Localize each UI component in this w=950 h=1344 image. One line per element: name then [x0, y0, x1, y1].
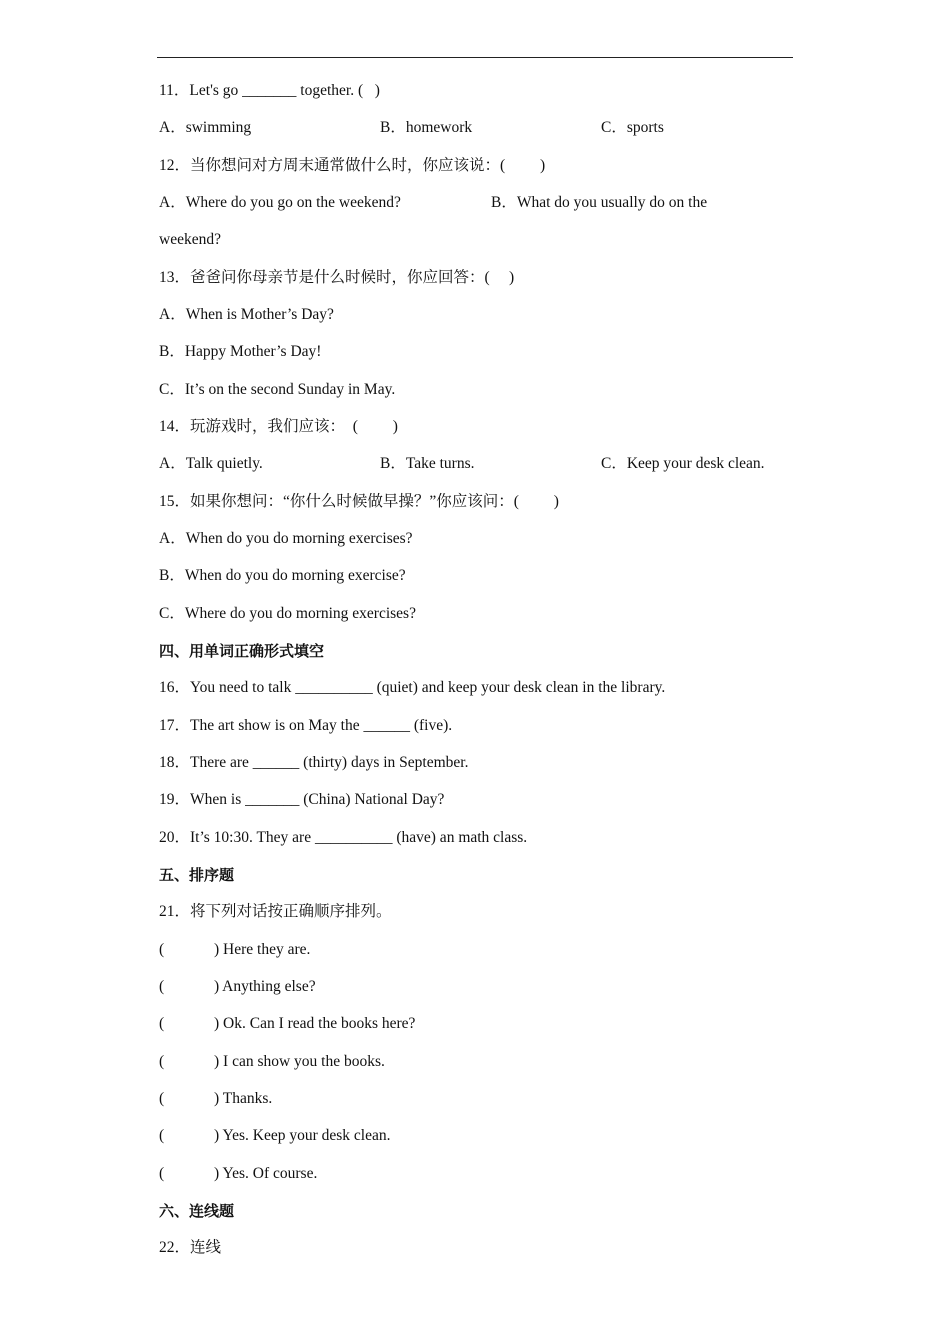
question-13-option-c: C．It’s on the second Sunday in May.	[159, 381, 396, 398]
question-13-option-a: A．When is Mother’s Day?	[159, 306, 334, 323]
question-11-option-a: A．swimming	[159, 119, 252, 136]
question-11-option-c: C．sports	[601, 119, 664, 136]
question-15-option-a: A．When do you do morning exercises?	[159, 530, 413, 547]
question-13-option-b: B．Happy Mother’s Day!	[159, 343, 322, 360]
question-14-option-b: B．Take turns.	[380, 455, 475, 472]
section-4-heading: 四、用单词正确形式填空	[159, 642, 325, 660]
question-12-stem: 12．当你想问对方周末通常做什么时，你应该说：( )	[159, 157, 546, 174]
order-item	[159, 1014, 415, 1034]
order-item-text: ) Yes. Keep your desk clean.	[214, 1127, 391, 1144]
question-17: 17．The art show is on May the ______ (five).	[159, 717, 453, 734]
order-blank-open: (	[159, 1165, 165, 1182]
question-14-option-a: A．Talk quietly.	[159, 455, 263, 472]
order-item-text: ) Anything else?	[214, 978, 316, 995]
question-15-stem: 15．如果你想问：“你什么时候做早操？”你应该问：( )	[159, 493, 559, 510]
order-item	[159, 940, 310, 960]
order-item	[159, 1126, 391, 1146]
order-item	[159, 1089, 272, 1109]
order-blank-open: (	[159, 1053, 165, 1070]
question-12-option-b-continued: weekend?	[159, 231, 221, 248]
section-5-heading: 五、排序题	[159, 866, 235, 884]
order-blank-open: (	[159, 1090, 165, 1107]
section-6-heading: 六、连线题	[159, 1202, 235, 1220]
question-14-option-c: C．Keep your desk clean.	[601, 455, 765, 472]
question-11-option-b: B．homework	[380, 119, 473, 136]
order-item-text: ) I can show you the books.	[214, 1053, 385, 1070]
order-item-text: ) Thanks.	[214, 1090, 273, 1107]
order-blank-open: (	[159, 941, 165, 958]
question-11-stem: 11．Let's go _______ together. ( )	[159, 82, 380, 99]
order-item	[159, 1052, 385, 1072]
question-15-option-b: B．When do you do morning exercise?	[159, 567, 406, 584]
order-item-text: ) Here they are.	[214, 941, 311, 958]
header-rule	[157, 57, 793, 58]
question-16: 16．You need to talk __________ (quiet) and keep your desk clean in the library.	[159, 679, 666, 696]
order-blank-open: (	[159, 1015, 165, 1032]
question-12-option-a: A．Where do you go on the weekend?	[159, 194, 401, 211]
order-blank-open: (	[159, 1127, 165, 1144]
order-item	[159, 977, 316, 997]
question-20: 20．It’s 10:30. They are __________ (have) an math class.	[159, 829, 528, 846]
order-item	[159, 1164, 317, 1184]
question-14-stem: 14．玩游戏时，我们应该： ( )	[159, 418, 398, 435]
order-item-text: ) Yes. Of course.	[214, 1165, 318, 1182]
question-18: 18．There are ______ (thirty) days in September.	[159, 754, 469, 771]
order-item-text: ) Ok. Can I read the books here?	[214, 1015, 416, 1032]
question-12-option-b: B．What do you usually do on the	[491, 194, 708, 211]
question-21-stem: 21．将下列对话按正确顺序排列。	[159, 903, 392, 920]
question-22: 22．连线	[159, 1239, 222, 1256]
order-blank-open: (	[159, 978, 165, 995]
question-19: 19．When is _______ (China) National Day?	[159, 791, 445, 808]
question-13-stem: 13．爸爸问你母亲节是什么时候时，你应回答：( )	[159, 269, 515, 286]
question-15-option-c: C．Where do you do morning exercises?	[159, 605, 416, 622]
